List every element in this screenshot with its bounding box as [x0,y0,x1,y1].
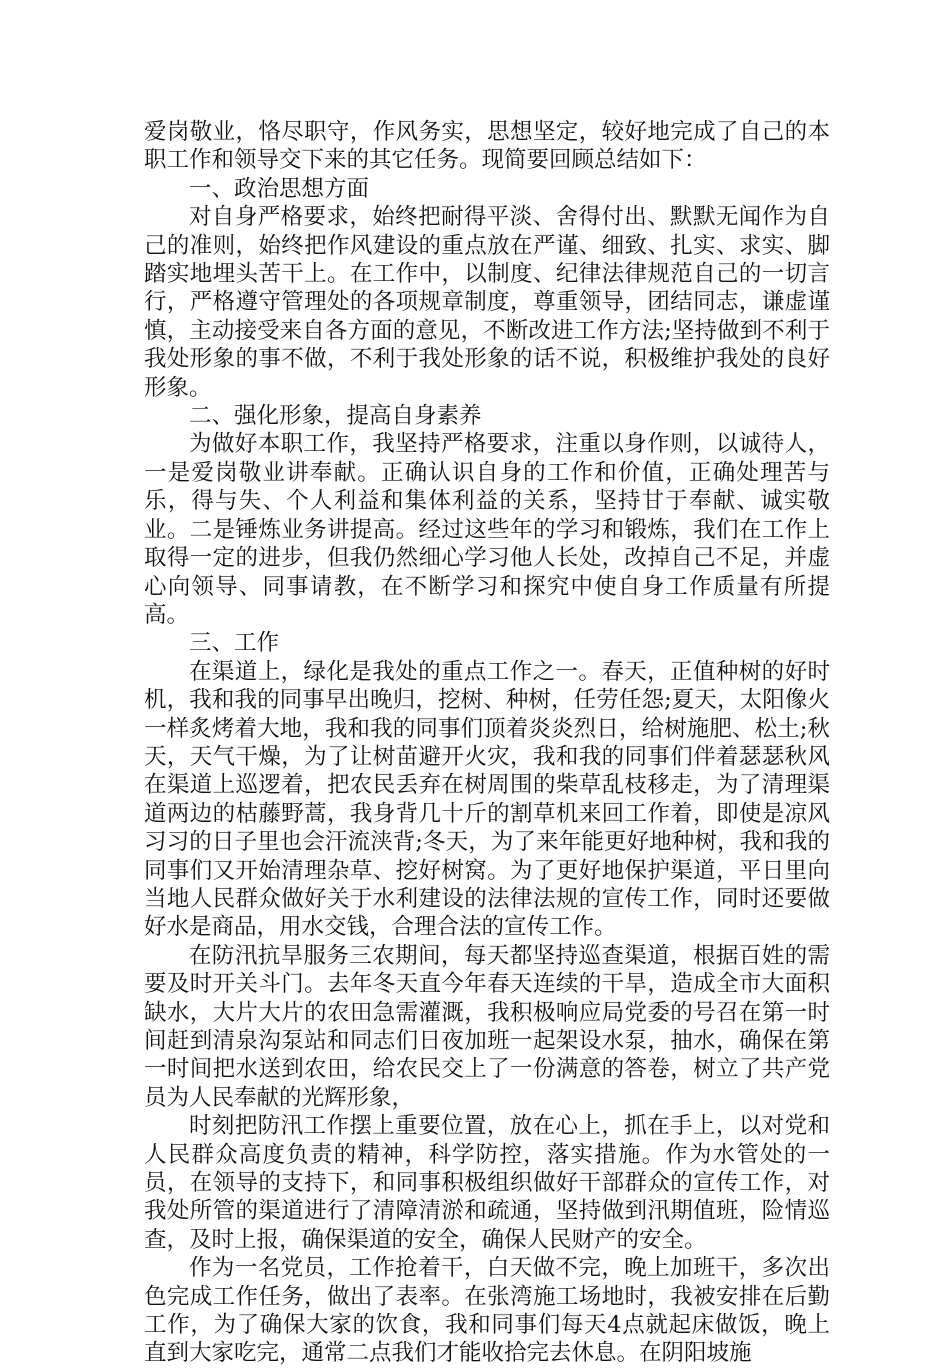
section-heading-image: 二、强化形象，提高自身素养 [189,403,482,430]
document-page [144,118,830,1368]
section-heading-work: 三、工作 [189,630,280,657]
paragraph-flood-control: 时刻把防汛工作摆上重要位置，放在心上，抓在手上，以对党和人民群众高度负责的精神，科学防控，落实措施。作为水管处的一员，在领导的支持下，和同事积极组织做好干部群众的宣传工作，对我处所管的渠道进行了清障清淤和疏通，坚持做到汛期值班，险情巡查，及时上报，确保渠道的安全，确保人民财产的安全。 [144,1113,830,1253]
paragraph-drought: 在防汛抗旱服务三农期间，每天都坚持巡查渠道，根据百姓的需要及时开关斗门。去年冬天直今年春天连续的干旱，造成全市大面积缺水，大片大片的农田急需灌溉，我积极响应局党委的号召在第一时间赶到清泉沟泵站和同志们日夜加班一起架设水泵，抽水，确保在第一时间把水送到农田，给农民交上了一份满意的答卷，树立了共产党员为人民奉献的光辉形象， [144,942,830,1111]
section-heading-political: 一、政治思想方面 [189,175,370,202]
paragraph-party-member: 作为一名党员，工作抢着干，白天做不完，晚上加班干，多次出色完成工作任务，做出了表率。在张湾施工场地时，我被安排在后勤工作，为了确保大家的饮食，我和同事们每天4点就起床做饭，晚上直到大家吃完，通常二点我们才能收拾完去休息。在阴阳坡施 [144,1255,830,1367]
paragraph-greening: 在渠道上，绿化是我处的重点工作之一。春天，正值种树的好时机，我和我的同事早出晚归，挖树、种树，任劳任怨;夏天，太阳像火一样炙烤着大地，我和我的同事们顶着炎炎烈日，给树施肥、松土;秋天，天气干燥，为了让树苗避开火灾，我和我的同事们伴着瑟瑟秋风在渠道上巡逻着，把农民丢弃在树周围的柴草乱枝移走，为了清理渠道两边的枯藤野蒿，我身背几十斤的割草机来回工作着，即使是凉风习习的日子里也会汗流浃背;冬天，为了来年能更好地种树，我和我的同事们又开始清理杂草、挖好树窝。为了更好地保护渠道，平日里向当地人民群众做好关于水利建设的法律法规的宣传工作，同时还要做好水是商品，用水交钱，合理合法的宣传工作。 [144,658,830,941]
paragraph-intro-continued: 爱岗敬业，恪尽职守，作风务实，思想坚定，较好地完成了自己的本职工作和领导交下来的其它任务。现简要回顾总结如下： [144,119,830,174]
paragraph-political: 对自身严格要求，始终把耐得平淡、舍得付出、默默无闻作为自己的准则，始终把作风建设的重点放在严谨、细致、扎实、求实、脚踏实地埋头苦干上。在工作中，以制度、纪律法律规范自己的一切言行，严格遵守管理处的各项规章制度，尊重领导，团结同志，谦虚谨慎，主动接受来自各方面的意见，不断改进工作方法;坚持做到不利于我处形象的事不做，不利于我处形象的话不说，积极维护我处的良好形象。 [144,204,830,401]
paragraph-image: 为做好本职工作，我坚持严格要求，注重以身作则，以诚待人，一是爱岗敬业讲奉献。正确认识自身的工作和价值，正确处理苦与乐，得与失、个人利益和集体利益的关系，坚持甘于奉献、诚实敬业。二是锤炼业务讲提高。经过这些年的学习和锻炼，我们在工作上取得一定的进步，但我仍然细心学习他人长处，改掉自己不足，并虚心向领导、同事请教，在不断学习和探究中使自身工作质量有所提高。 [144,431,830,628]
